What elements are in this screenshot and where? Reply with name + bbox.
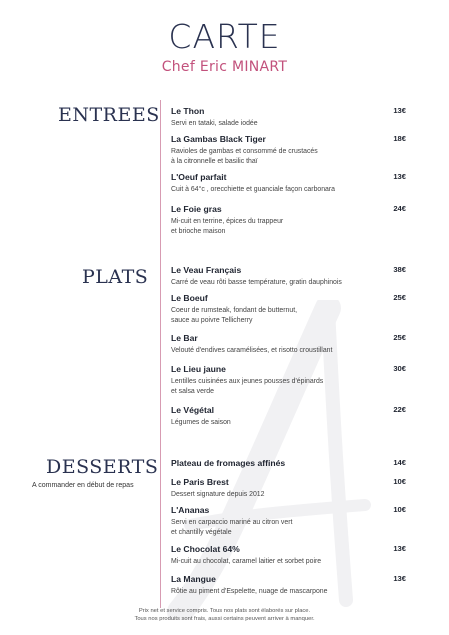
- section-title-entrees: ENTREES: [58, 104, 160, 126]
- menu-item: [171, 505, 406, 537]
- menu-item: [171, 458, 406, 469]
- item-price: 13€: [393, 106, 406, 115]
- item-price: 30€: [393, 364, 406, 373]
- item-price: 13€: [393, 172, 406, 181]
- item-desc-line: et salsa verde: [171, 387, 214, 395]
- item-price: 25€: [393, 293, 406, 302]
- item-name: Le Paris Brest: [171, 477, 229, 487]
- item-desc-line: sauce au poivre Tellicherry: [171, 316, 253, 324]
- page-title: CARTE: [168, 17, 281, 56]
- item-name: Plateau de fromages affinés: [171, 458, 286, 468]
- menu-header: [0, 18, 449, 75]
- item-name: Le Boeuf: [171, 293, 208, 303]
- item-price: 10€: [393, 505, 406, 514]
- item-name: Le Bar: [171, 333, 198, 343]
- menu-item: [171, 477, 406, 500]
- item-desc-line: Servi en carpaccio mariné au citron vert: [171, 519, 293, 526]
- item-price: 38€: [393, 265, 406, 274]
- menu-item: [171, 265, 406, 288]
- menu-item: [171, 204, 406, 236]
- vertical-divider: [160, 100, 161, 608]
- chef-name: Chef Eric MINART: [161, 59, 288, 75]
- item-desc: Cuit à 64°c , orecchiette et guanciale façon carbonara: [171, 186, 336, 193]
- item-desc: Dessert signature depuis 2012: [171, 491, 265, 498]
- menu-item: [171, 106, 406, 129]
- item-desc-line: Mi-cuit en terrine, épices du trappeur: [171, 218, 284, 225]
- item-desc: Légumes de saison: [171, 419, 231, 426]
- item-name: Le Lieu jaune: [171, 364, 226, 374]
- section-title-plats: PLATS: [82, 266, 149, 288]
- menu-footer: [0, 607, 449, 623]
- item-desc-line: et chantilly végétale: [171, 528, 232, 536]
- item-name: La Gambas Black Tiger: [171, 134, 266, 144]
- menu-item: [171, 405, 406, 428]
- item-price: 14€: [393, 458, 406, 467]
- item-desc: [171, 377, 406, 396]
- item-desc: [171, 306, 406, 325]
- menu-item: [171, 544, 406, 567]
- desserts-note: A commander en début de repas: [32, 482, 134, 489]
- item-desc: [171, 147, 406, 166]
- item-price: 22€: [393, 405, 406, 414]
- item-name: L'Oeuf parfait: [171, 172, 227, 182]
- item-price: 24€: [393, 204, 406, 213]
- item-desc: Velouté d'endives caramélisées, et risotto croustillant: [171, 347, 333, 354]
- item-name: Le Veau Français: [171, 265, 242, 275]
- item-price: 13€: [393, 544, 406, 553]
- item-desc-line: Coeur de rumsteak, fondant de butternut,: [171, 307, 298, 314]
- item-name: Le Chocolat 64%: [171, 544, 240, 554]
- footer-line: Tous nos produits sont frais, aussi certains peuvent arriver à manquer.: [134, 616, 315, 622]
- item-desc: Servi en tataki, salade iodée: [171, 120, 258, 127]
- item-price: 13€: [393, 574, 406, 583]
- item-desc-line: à la citronnelle et basilic thaï: [171, 157, 258, 165]
- item-name: Le Foie gras: [171, 204, 222, 214]
- item-desc-line: Lentilles cuisinées aux jeunes pousses d'épinards: [171, 378, 324, 385]
- item-desc: [171, 217, 406, 236]
- menu-item: [171, 172, 406, 195]
- item-price: 18€: [393, 134, 406, 143]
- item-name: Le Thon: [171, 106, 205, 116]
- item-name: La Mangue: [171, 574, 216, 584]
- section-title-desserts: DESSERTS: [46, 456, 159, 478]
- item-price: 10€: [393, 477, 406, 486]
- item-desc: Carré de veau rôti basse température, gratin dauphinois: [171, 279, 342, 286]
- item-desc-line: Ravioles de gambas et consommé de crustacés: [171, 148, 318, 155]
- item-desc: Mi-cuit au chocolat, caramel laitier et sorbet poire: [171, 558, 322, 565]
- menu-item: [171, 574, 406, 597]
- item-price: 25€: [393, 333, 406, 342]
- menu-item: [171, 364, 406, 396]
- item-desc: Rôtie au piment d'Espelette, nuage de mascarpone: [171, 588, 328, 595]
- footer-line: Prix net et service compris. Tous nos plats sont élaborés sur place.: [138, 608, 311, 614]
- menu-item: [171, 333, 406, 356]
- item-desc-line: et brioche maison: [171, 227, 226, 235]
- item-desc: [171, 518, 406, 537]
- item-name: Le Végétal: [171, 405, 214, 415]
- item-name: L'Ananas: [171, 505, 210, 515]
- menu-item: [171, 134, 406, 166]
- menu-item: [171, 293, 406, 325]
